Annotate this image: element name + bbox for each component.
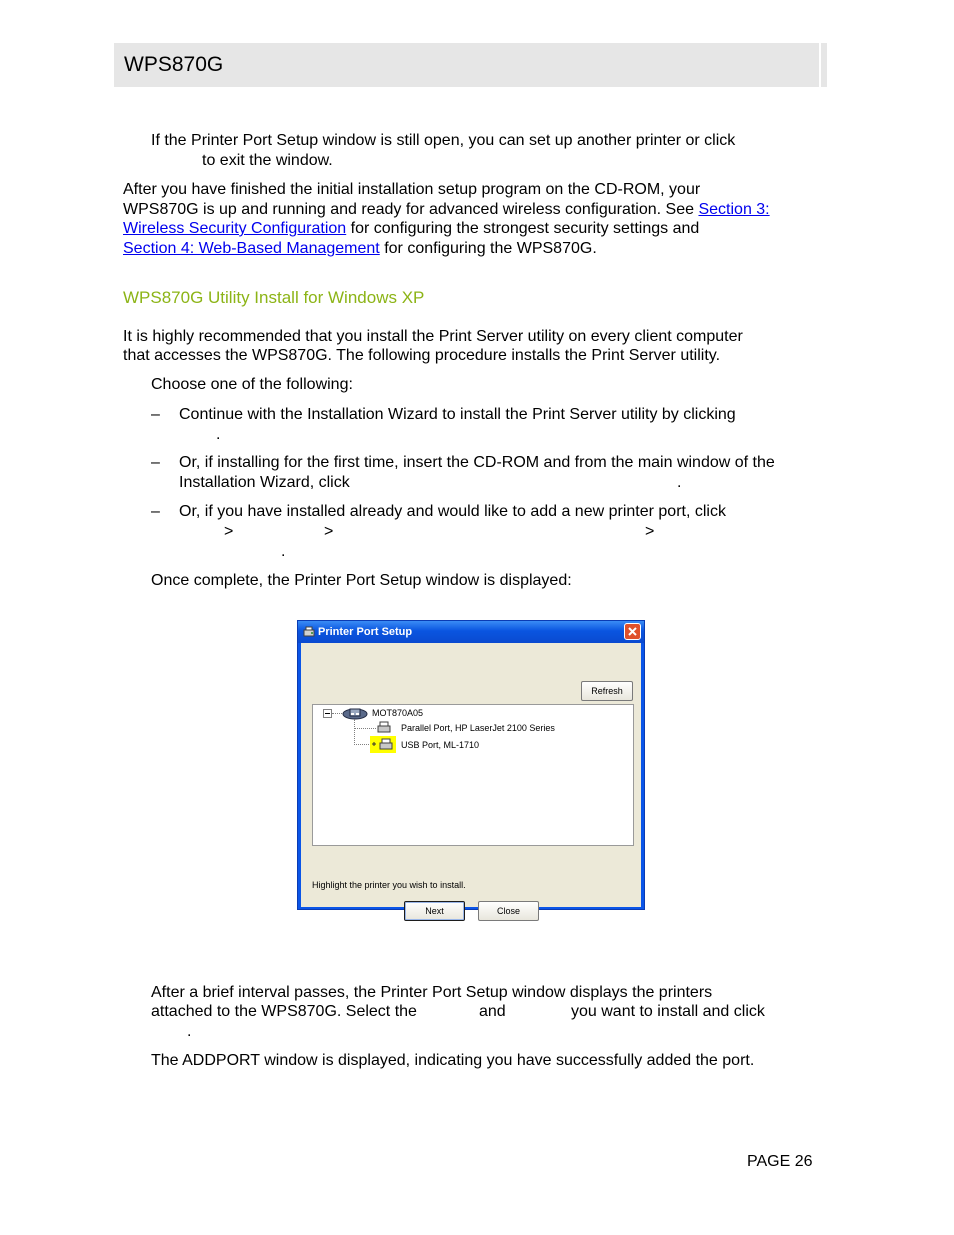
header-edge: [819, 43, 821, 87]
after-install-line-2: [123, 200, 770, 220]
section-4-link[interactable]: Section 4: Web-Based Management: [123, 240, 380, 257]
tree-connector: [354, 744, 369, 745]
section-3-link[interactable]: Section 3:: [698, 201, 770, 218]
after-install-line-1: After you have finished the initial installation setup program on the CD-ROM, your: [123, 181, 701, 198]
option-1-line-2: .: [216, 426, 221, 443]
menu-separator: >: [324, 523, 334, 540]
tree-connector: [332, 713, 342, 714]
refresh-button[interactable]: Refresh: [581, 681, 633, 701]
recommend-line-1: It is highly recommended that you install the Print Server utility on every client computer: [123, 328, 743, 345]
tree-item-parallel[interactable]: Parallel Port, HP LaserJet 2100 Series: [401, 723, 555, 733]
menu-separator: >: [224, 523, 234, 540]
next-button[interactable]: Next: [404, 901, 465, 921]
option-3-line-1: Or, if you have installed already and would like to add a new printer port, click: [179, 503, 726, 520]
recommend-line-2: that accesses the WPS870G. The following procedure installs the Print Server utility.: [123, 347, 721, 364]
after-interval-line-2b: and: [479, 1003, 506, 1020]
addport-text: The ADDPORT window is displayed, indicating you have successfully added the port.: [151, 1052, 755, 1069]
dialog-body: [301, 643, 641, 916]
option-2-line-2: Installation Wizard, click: [179, 474, 350, 491]
after-interval-line-2a: attached to the WPS870G. Select the: [151, 1003, 417, 1020]
tree-root-label[interactable]: MOT870A05: [372, 708, 424, 718]
tree-item-usb[interactable]: USB Port, ML-1710: [401, 740, 480, 750]
close-button[interactable]: Close: [478, 901, 539, 921]
intro-line-2: to exit the window.: [202, 152, 333, 169]
after-interval-line-1: After a brief interval passes, the Printer Port Setup window displays the printers: [151, 984, 713, 1001]
close-x-glyph: [625, 624, 640, 639]
tree-connector: [354, 728, 376, 729]
printer-tree[interactable]: [312, 704, 634, 846]
after-interval-line-3: .: [187, 1023, 192, 1040]
option-dash: –: [151, 454, 160, 471]
option-dash: –: [151, 503, 160, 520]
once-complete-text: Once complete, the Printer Port Setup window is displayed:: [151, 572, 572, 589]
printer-icon: [376, 720, 392, 734]
option-dash: –: [151, 406, 160, 423]
document-title: WPS870G: [124, 53, 224, 76]
dialog-titlebar: [298, 621, 644, 643]
printer-port-app-icon: [302, 625, 316, 639]
print-server-icon: [342, 706, 368, 720]
option-2-period: .: [677, 474, 682, 491]
after-install-text: WPS870G is up and running and ready for advanced wireless configuration. See: [123, 201, 695, 218]
usb-printer-icon: [370, 737, 396, 752]
printer-port-setup-dialog: [297, 620, 645, 916]
option-1-line-1: Continue with the Installation Wizard to install the Print Server utility by clicking: [179, 406, 736, 423]
after-install-text-3: for configuring the strongest security settings and: [350, 220, 700, 237]
section-heading: WPS870G Utility Install for Windows XP: [123, 288, 425, 307]
collapse-icon[interactable]: [323, 709, 332, 718]
wireless-security-link[interactable]: Wireless Security Configuration: [123, 220, 347, 237]
dialog-title: Printer Port Setup: [318, 626, 413, 638]
choose-text: Choose one of the following:: [151, 376, 353, 393]
after-install-line-3: [123, 219, 699, 239]
intro-line-1: If the Printer Port Setup window is still open, you can set up another printer or click: [151, 132, 736, 149]
option-2-line-1: Or, if installing for the first time, insert the CD-ROM and from the main window of the: [179, 454, 775, 471]
tree-connector: [354, 719, 355, 745]
page-number: PAGE 26: [747, 1153, 813, 1170]
dialog-hint-text: Highlight the printer you wish to install.: [312, 880, 466, 890]
after-interval-line-2c: you want to install and click: [571, 1003, 765, 1020]
menu-separator: >: [645, 523, 655, 540]
after-install-line-4: [123, 239, 597, 259]
header-bar: [114, 43, 827, 87]
close-icon[interactable]: [624, 623, 641, 640]
option-3-line-3: .: [281, 543, 286, 560]
after-install-text-4: for configuring the WPS870G.: [384, 240, 597, 257]
